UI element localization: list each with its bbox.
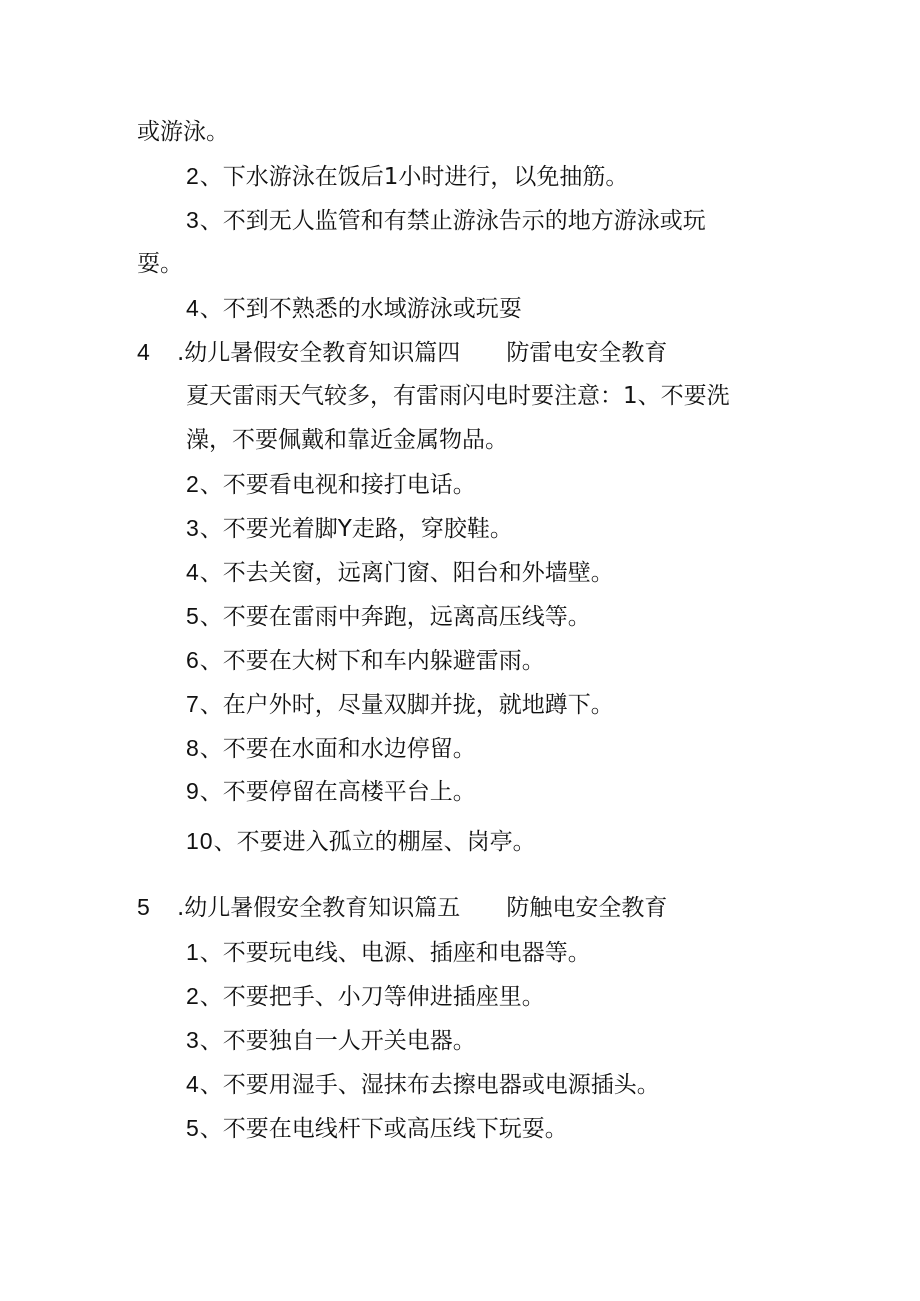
list-item-electric-1: 1、不要玩电线、电源、插座和电器等。 [186, 939, 591, 966]
list-item-lightning-5: 5、不要在雷雨中奔跑，远离高压线等。 [186, 603, 591, 630]
list-item-lightning-7: 7、在户外时，尽量双脚并拢，就地蹲下。 [186, 691, 614, 718]
list-item-swim-3: 3、不到无人监管和有禁止游泳告示的地方游泳或玩 [186, 207, 706, 234]
list-item-lightning-2: 2、不要看电视和接打电话。 [186, 471, 476, 498]
section-4-heading: 4 .幼儿暑假安全教育知识篇四 防雷电安全教育 [137, 339, 668, 366]
list-item-electric-3: 3、不要独自一人开关电器。 [186, 1027, 476, 1054]
section-5-title: .幼儿暑假安全教育知识篇五 [177, 895, 461, 921]
section-4-topic: 防雷电安全教育 [506, 340, 668, 366]
list-item-electric-5: 5、不要在电线杆下或高压线下玩耍。 [186, 1115, 568, 1142]
list-item-swim-2: 2、下水游泳在饭后1小时进行，以免抽筋。 [186, 163, 629, 190]
list-item-swim-3-wrap: 耍。 [137, 251, 183, 277]
list-item-electric-4: 4、不要用湿手、湿抹布去擦电器或电源插头。 [186, 1071, 660, 1098]
list-item-lightning-3: 3、不要光着脚Y走路，穿胶鞋。 [186, 515, 513, 542]
list-item-swim-4: 4、不到不熟悉的水域游泳或玩耍 [186, 295, 522, 322]
list-item-lightning-4: 4、不去关窗，远离门窗、阳台和外墙壁。 [186, 559, 614, 586]
list-item-electric-2: 2、不要把手、小刀等伸进插座里。 [186, 983, 545, 1010]
paragraph-continuation: 或游泳。 [137, 119, 229, 145]
section-4-title: .幼儿暑假安全教育知识篇四 [177, 340, 461, 366]
list-item-lightning-6: 6、不要在大树下和车内躲避雷雨。 [186, 647, 545, 674]
section-5-topic: 防触电安全教育 [506, 895, 668, 921]
section-4-intro-wrap: 澡，不要佩戴和靠近金属物品。 [186, 427, 508, 453]
list-item-lightning-10: 10、不要进入孤立的棚屋、岗亭。 [186, 828, 536, 855]
section-4-intro: 夏天雷雨天气较多，有雷雨闪电时要注意：1、不要洗 [186, 383, 730, 409]
section-5-heading: 5 .幼儿暑假安全教育知识篇五 防触电安全教育 [137, 894, 668, 921]
list-item-lightning-8: 8、不要在水面和水边停留。 [186, 735, 476, 762]
list-item-lightning-9: 9、不要停留在高楼平台上。 [186, 778, 476, 805]
